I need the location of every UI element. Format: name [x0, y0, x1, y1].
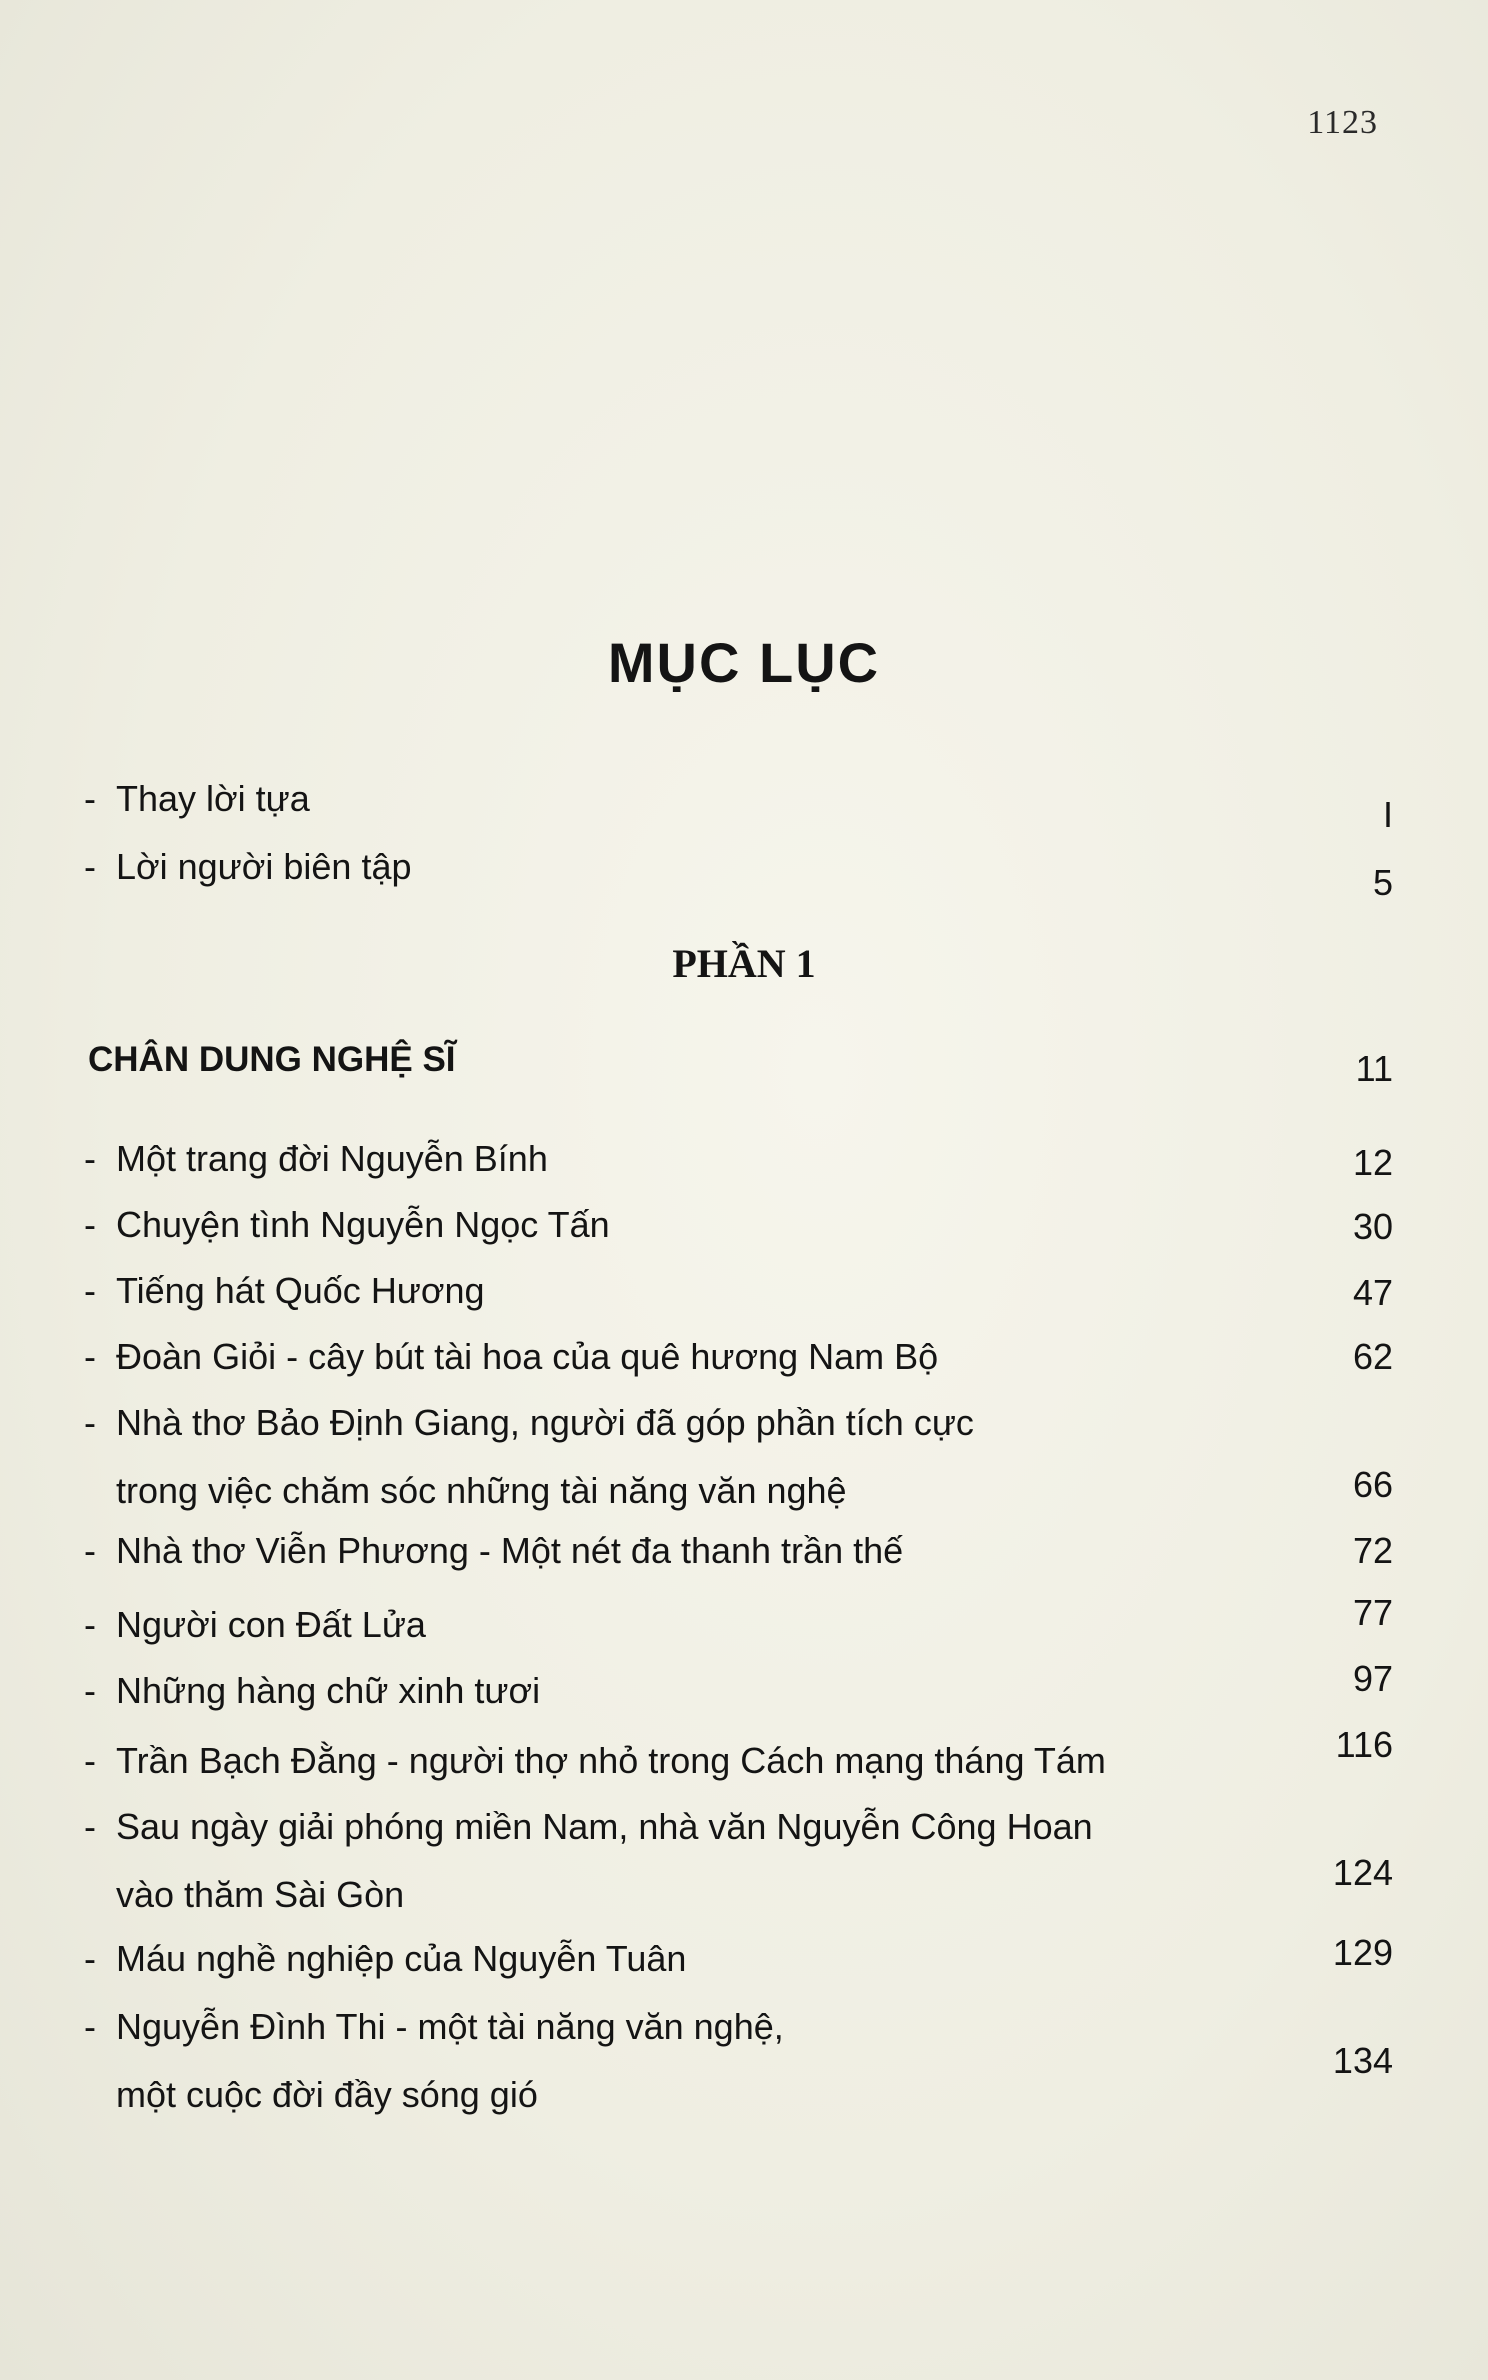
entry-title: Nguyễn Đình Thi - một tài năng văn nghệ, — [116, 2006, 784, 2047]
entry-page: 12 — [1352, 1142, 1393, 1183]
entry-dash: - — [84, 1204, 96, 1245]
entry-dash: - — [84, 1336, 96, 1377]
entry-title-line2: một cuộc đời đầy sóng gió — [116, 2074, 538, 2115]
toc-entry — [84, 1138, 1393, 1183]
entry-title: Đoàn Giỏi - cây bút tài hoa của quê hương Nam Bộ — [116, 1336, 939, 1377]
section-page: 11 — [1355, 1048, 1393, 1089]
toc-entry — [84, 1270, 1393, 1312]
entry-dash: - — [84, 1806, 96, 1847]
toc-entry — [84, 1932, 1393, 1980]
entry-title: Người con Đất Lửa — [116, 1604, 426, 1645]
entry-page: 66 — [1352, 1464, 1393, 1505]
toc-entry — [84, 1336, 1393, 1378]
entry-dash: - — [84, 2006, 96, 2047]
entry-dash: - — [84, 846, 96, 887]
entry-title: Những hàng chữ xinh tươi — [116, 1670, 541, 1711]
entry-page: 129 — [1332, 1932, 1393, 1973]
entry-page: 5 — [1372, 862, 1393, 903]
entry-dash: - — [84, 1530, 96, 1571]
entry-title: Trần Bạch Đằng - người thợ nhỏ trong Cách mạng tháng Tám — [116, 1740, 1106, 1781]
entry-title: Sau ngày giải phóng miền Nam, nhà văn Nguyễn Công Hoan — [116, 1806, 1093, 1847]
entry-page: 62 — [1352, 1336, 1393, 1377]
toc-entry — [84, 1724, 1393, 1782]
toc-entry — [84, 1592, 1393, 1646]
toc-entry-foreword — [84, 778, 1393, 835]
entry-title: Chuyện tình Nguyễn Ngọc Tấn — [116, 1204, 610, 1245]
page-number: 1123 — [1307, 104, 1378, 141]
entry-dash: - — [84, 1740, 96, 1781]
entry-page: 72 — [1352, 1530, 1393, 1571]
section-heading: CHÂN DUNG NGHỆ SĨ — [88, 1040, 456, 1079]
entry-page: 134 — [1332, 2040, 1393, 2081]
entry-title: Thay lời tựa — [116, 778, 310, 819]
entry-page: 116 — [1335, 1724, 1393, 1765]
entry-title: Một trang đời Nguyễn Bính — [116, 1138, 548, 1179]
entry-dash: - — [84, 778, 96, 819]
toc-entry — [84, 1530, 1393, 1572]
entry-title: Nhà thơ Viễn Phương - Một nét đa thanh trần thế — [116, 1530, 904, 1571]
entry-title-line2: vào thăm Sài Gòn — [116, 1874, 405, 1915]
page-title: MỤC LỤC — [607, 631, 881, 694]
entry-title: Tiếng hát Quốc Hương — [116, 1270, 485, 1311]
entry-title-line2: trong việc chăm sóc những tài năng văn nghệ — [116, 1470, 847, 1511]
entry-dash: - — [84, 1938, 96, 1979]
toc-entry — [84, 1204, 1393, 1246]
entry-dash: - — [84, 1604, 96, 1645]
entry-page: 77 — [1352, 1592, 1393, 1633]
entry-title: Lời người biên tập — [116, 846, 412, 887]
toc-entry — [84, 2006, 1393, 2116]
entry-dash: - — [84, 1270, 96, 1311]
toc-entry — [84, 1402, 1393, 1512]
entry-page: 124 — [1332, 1852, 1393, 1893]
entry-page: 30 — [1352, 1206, 1393, 1247]
entry-page: I — [1382, 794, 1393, 835]
entry-dash: - — [84, 1138, 96, 1179]
entry-page: 47 — [1352, 1272, 1393, 1313]
entry-dash: - — [84, 1402, 96, 1443]
entry-title: Nhà thơ Bảo Định Giang, người đã góp phần tích cực — [116, 1402, 974, 1443]
entry-title: Máu nghề nghiệp của Nguyễn Tuân — [116, 1938, 687, 1979]
entry-page: 97 — [1352, 1658, 1393, 1699]
toc-entry-editor-note — [84, 846, 1393, 903]
toc-entry — [84, 1806, 1393, 1916]
toc-entry — [84, 1658, 1393, 1712]
part-heading: PHẦN 1 — [672, 941, 816, 986]
entry-dash: - — [84, 1670, 96, 1711]
